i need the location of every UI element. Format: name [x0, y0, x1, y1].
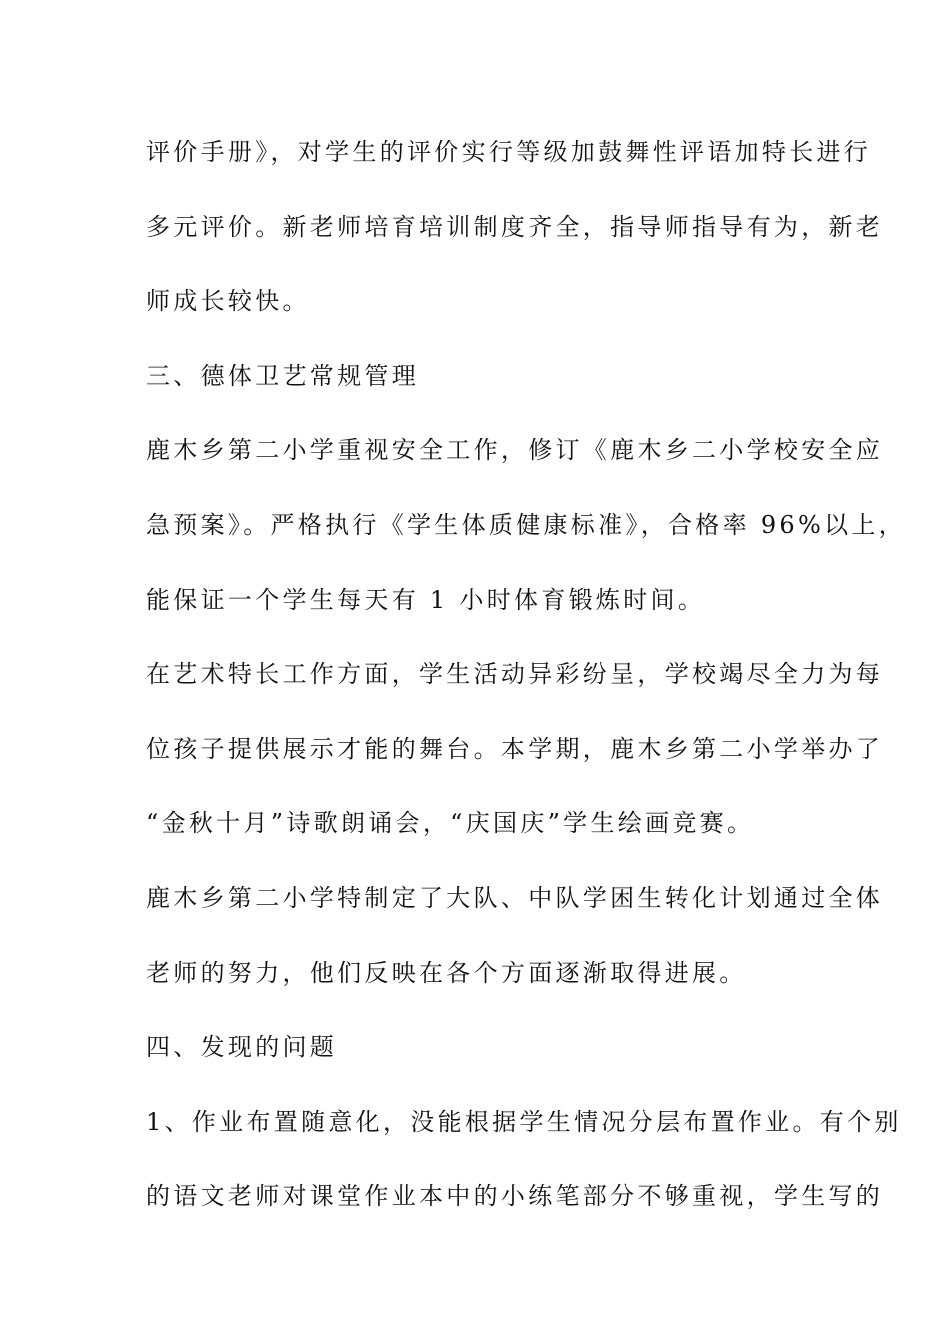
- text-line: “金秋十月”诗歌朗诵会，“庆国庆”学生绘画竞赛。: [146, 809, 755, 838]
- text-line: 老师的努力，他们反映在各个方面逐渐取得进展。: [146, 958, 747, 987]
- text-line: 1、作业布置随意化，没能根据学生情况分层布置作业。有个别: [146, 1107, 902, 1136]
- text-line: 急预案》。严格执行《学生体质健康标准》，合格率 96%以上，: [146, 510, 906, 539]
- text-line: 鹿木乡第二小学特制定了大队、中队学困生转化计划通过全体: [146, 883, 884, 912]
- section-heading: 三、德体卫艺常规管理: [146, 361, 419, 390]
- section-heading: 四、发现的问题: [146, 1033, 338, 1062]
- text-line: 师成长较快。: [146, 287, 310, 316]
- text-line: 的语文老师对课堂作业本中的小练笔部分不够重视，学生写的: [146, 1182, 884, 1211]
- text-line: 多元评价。新老师培育培训制度齐全，指导师指导有为，新老: [146, 212, 884, 241]
- text-line: 鹿木乡第二小学重视安全工作，修订《鹿木乡二小学校安全应: [146, 436, 884, 465]
- document-body: [146, 128, 906, 1247]
- text-line: 能保证一个学生每天有 1 小时体育锻炼时间。: [146, 585, 706, 614]
- text-line: 位孩子提供展示才能的舞台。本学期，鹿木乡第二小学举办了: [146, 734, 884, 763]
- text-line: 评价手册》，对学生的评价实行等级加鼓舞性评语加特长进行: [146, 138, 872, 166]
- text-line: 在艺术特长工作方面，学生活动异彩纷呈，学校竭尽全力为每: [146, 660, 884, 689]
